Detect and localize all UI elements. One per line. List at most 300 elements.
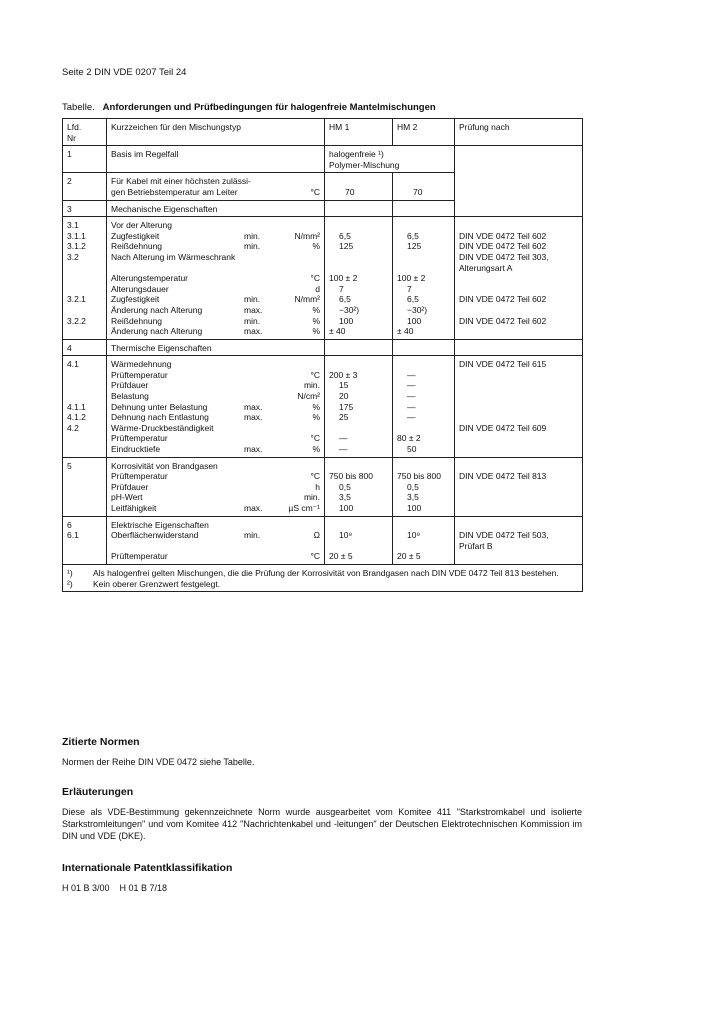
row-desc-line xyxy=(111,263,320,274)
row-hm1 xyxy=(325,516,393,564)
row-unit: % xyxy=(312,444,320,455)
row-limit: min. xyxy=(244,230,261,241)
row-hm2-value xyxy=(397,263,450,274)
row-hm2-value: 100 xyxy=(407,503,422,513)
row-hm1-value: ± 40 xyxy=(329,326,346,337)
row-test-line xyxy=(459,520,578,531)
row-desc-text: Belastung xyxy=(111,391,149,402)
row-hm1 xyxy=(325,457,393,516)
row-test-line xyxy=(459,391,578,402)
row-desc-line xyxy=(111,220,320,231)
row-unit: % xyxy=(312,241,320,252)
row-hm2-value: 100 ± 2 xyxy=(397,273,426,284)
row-hm2-value: 7 xyxy=(407,283,412,294)
row-desc: Mechanische Eigenschaften xyxy=(107,200,325,217)
row-hm1-value: 3,5 xyxy=(339,492,351,503)
row-limit: max. xyxy=(244,304,263,315)
row-limit xyxy=(244,263,278,274)
row-hm1-value: 6,5 xyxy=(339,230,351,241)
row-test-line xyxy=(459,482,578,493)
row-hm1 xyxy=(325,217,393,340)
row-hm2-value: −30²) xyxy=(407,304,428,315)
footnote-2 xyxy=(67,579,578,590)
row-nr-line: 3.2.1 xyxy=(67,294,86,305)
row-test-line xyxy=(459,273,578,284)
row-desc-line xyxy=(111,284,320,295)
row-test-line xyxy=(459,444,578,455)
table-row xyxy=(63,217,583,340)
footnote-row xyxy=(63,564,583,591)
section-title-patent-classification: Internationale Patentklassifikation xyxy=(62,862,233,874)
row-unit: % xyxy=(312,412,320,423)
footnote-text: Kein oberer Grenzwert festgelegt. xyxy=(93,578,221,589)
row-hm2-value: — xyxy=(407,401,416,412)
row-unit: d xyxy=(315,283,320,294)
row-desc-text xyxy=(111,541,244,552)
row-hm2-value xyxy=(397,423,450,434)
row-nr-line: 3.1.2 xyxy=(67,241,86,252)
row-hm2-value: — xyxy=(407,391,416,402)
row-unit xyxy=(278,520,320,531)
row-hm1-value: 20 xyxy=(339,391,349,402)
row-hm1-value: 7 xyxy=(339,283,344,294)
row-desc-line xyxy=(111,551,320,562)
row-nr-line xyxy=(67,284,102,295)
row-limit: max. xyxy=(244,503,263,513)
row-hm1-value xyxy=(329,520,388,531)
footnotes xyxy=(63,564,583,591)
row-hm2-value: 50 xyxy=(407,444,417,455)
row-unit: % xyxy=(312,315,320,326)
row-hm2-value: 0,5 xyxy=(407,481,419,492)
row-unit xyxy=(278,359,320,370)
row-hm2-value: 100 xyxy=(407,315,422,326)
row-hm2-value: 20 ± 5 xyxy=(397,551,421,562)
row-desc-text: Elektrische Eigenschaften xyxy=(111,519,209,530)
row-desc-line xyxy=(111,316,320,327)
row-desc: Thermische Eigenschaften xyxy=(107,339,325,356)
row-hm2-value: 6,5 xyxy=(407,294,419,305)
row-hm1-value: 70 xyxy=(345,186,355,197)
footnote-mark: ²) xyxy=(67,578,73,589)
row-test-line xyxy=(459,461,578,472)
row-desc-text: Eindrucktiefe xyxy=(111,444,161,455)
row-desc-text: Vor der Alterung xyxy=(111,220,172,231)
row-unit: °C xyxy=(310,551,320,562)
row-desc-text: Oberflächenwiderstand xyxy=(111,530,199,541)
row-hm2 xyxy=(393,457,455,516)
row-hm1-value: 15 xyxy=(339,380,349,391)
row-test-line: DIN VDE 0472 Teil 602 xyxy=(459,241,547,252)
row-hm1 xyxy=(325,200,393,217)
row-hm2-value: 3,5 xyxy=(407,492,419,503)
row-desc-line xyxy=(111,391,320,402)
row-limit xyxy=(244,273,278,284)
row-hm2 xyxy=(393,356,455,457)
row-hm1-value: 100 xyxy=(339,503,354,513)
col-header-test: Prüfung nach xyxy=(455,119,583,146)
row-test xyxy=(455,339,583,356)
row-desc-line xyxy=(111,370,320,381)
row-test xyxy=(455,356,583,457)
row-unit: N/mm² xyxy=(294,230,320,241)
row-nr: 4 xyxy=(63,339,107,356)
row-unit: N/cm² xyxy=(297,391,320,402)
row-nr-line xyxy=(67,551,102,562)
section-text-explanations: Diese als VDE-Bestimmung gekennzeichnete Norm wurde ausgearbeitet vom Komitee 411 "Starkstromkabel und isolierte Starkstromleitungen" und vom Komitee 412 "Nachrichtenkabel und -leitungen" der Deutschen Elektrotechnischen Kommission im DIN und VDE (DKE). xyxy=(62,807,582,841)
row-test xyxy=(455,217,583,340)
row-unit: °C xyxy=(310,369,320,380)
row-desc-line: Für Kabel mit einer höchsten zulässi- xyxy=(111,176,251,187)
row-test-line xyxy=(459,370,578,381)
row-desc-text: Prüftemperatur xyxy=(111,433,168,444)
row-desc-line xyxy=(111,380,320,391)
row-desc-text: Prüftemperatur xyxy=(111,369,168,380)
row-hm1-value: 100 xyxy=(339,315,354,326)
row-limit xyxy=(244,461,278,472)
row-test-line: DIN VDE 0472 Teil 303, xyxy=(459,251,549,262)
row-test-empty xyxy=(455,146,583,217)
row-desc-text: Zugfestigkeit xyxy=(111,230,160,241)
row-test-line xyxy=(459,305,578,316)
row-test-line xyxy=(459,380,578,391)
row-hm2-value xyxy=(397,359,450,370)
row-limit: min. xyxy=(244,241,261,252)
table-row xyxy=(63,146,583,173)
row-test-line: DIN VDE 0472 Teil 615 xyxy=(459,359,547,370)
footnote-1 xyxy=(67,568,578,579)
row-desc-text: Änderung nach Alterung xyxy=(111,304,203,315)
row-desc-line xyxy=(111,252,320,263)
row-unit xyxy=(278,220,320,231)
col-header-hm1: HM 1 xyxy=(325,119,393,146)
row-limit xyxy=(244,380,278,391)
row-desc-line xyxy=(111,231,320,242)
row-test-line: DIN VDE 0472 Teil 609 xyxy=(459,422,547,433)
row-hm2-value: 70 xyxy=(413,186,423,197)
row-desc-line xyxy=(111,241,320,252)
row-desc-line xyxy=(111,326,320,337)
row-desc-line xyxy=(111,492,320,503)
row-nr-line xyxy=(67,482,102,493)
row-hm1 xyxy=(325,339,393,356)
col-header-nr: Lfd. Nr xyxy=(63,119,107,146)
row-hm1 xyxy=(325,173,393,200)
row-nr-line xyxy=(67,370,102,381)
row-limit xyxy=(244,520,278,531)
row-nr-line xyxy=(67,263,102,274)
row-hm1-value: −30²) xyxy=(339,304,360,315)
row-desc-text: Prüftemperatur xyxy=(111,471,168,482)
row-limit: min. xyxy=(244,315,261,326)
row-hm1-value: 125 xyxy=(339,241,354,252)
row-nr-line xyxy=(67,326,102,337)
row-test-line: DIN VDE 0472 Teil 813 xyxy=(459,471,547,482)
table-header-row xyxy=(63,119,583,146)
row-nr-line xyxy=(67,503,102,514)
row-desc-line xyxy=(111,187,320,198)
row-desc-text: Dehnung nach Entlastung xyxy=(111,412,209,423)
row-unit: µS cm⁻¹ xyxy=(288,503,320,513)
row-test-line xyxy=(459,284,578,295)
row-desc-text: Prüfdauer xyxy=(111,481,149,492)
row-desc-text: Wärme-Druckbeständigkeit xyxy=(111,422,214,433)
row-desc-line xyxy=(111,423,320,434)
section-title-explanations: Erläuterungen xyxy=(62,786,134,798)
row-desc-line xyxy=(111,541,320,552)
row-desc-line xyxy=(111,444,320,455)
row-test-line: DIN VDE 0472 Teil 602 xyxy=(459,294,547,305)
row-nr-line: 3.2 xyxy=(67,251,79,262)
row-nr xyxy=(63,516,107,564)
row-nr-line xyxy=(67,380,102,391)
row-nr: 2 xyxy=(63,173,107,200)
row-desc-line xyxy=(111,461,320,472)
row-hm1-value xyxy=(329,252,388,263)
table-caption xyxy=(62,102,436,113)
requirements-table xyxy=(62,118,583,592)
row-nr xyxy=(63,217,107,340)
row-desc-text: Prüfdauer xyxy=(111,380,149,391)
row-desc-line xyxy=(111,305,320,316)
row-test-line xyxy=(459,492,578,503)
row-nr-line xyxy=(67,541,102,552)
row-desc: Basis im Regelfall xyxy=(107,146,325,173)
row-hm2 xyxy=(393,173,455,200)
row-hm2-value xyxy=(397,220,450,231)
row-limit xyxy=(244,252,278,263)
row-limit xyxy=(244,492,278,503)
table-row xyxy=(63,356,583,457)
row-desc-text: Korrosivität von Brandgasen xyxy=(111,460,218,471)
row-desc-text: Reißdehnung xyxy=(111,241,163,252)
row-hm1-value: — xyxy=(339,433,348,444)
row-test-line: DIN VDE 0472 Teil 602 xyxy=(459,315,547,326)
row-desc-text: Prüftemperatur xyxy=(111,551,168,562)
row-limit xyxy=(244,284,278,295)
row-limit: max. xyxy=(244,444,263,455)
row-desc-text: Alterungstemperatur xyxy=(111,273,189,284)
row-hm1-value: 20 ± 5 xyxy=(329,551,353,562)
row-hm1-value xyxy=(329,263,388,274)
row-test-line xyxy=(459,433,578,444)
row-hm1-value: 10⁹ xyxy=(339,530,353,541)
row-nr-line xyxy=(67,305,102,316)
row-hm1-value: 0,5 xyxy=(339,481,351,492)
row-nr-line: 4.1.2 xyxy=(67,412,86,423)
row-hm2-value xyxy=(397,541,450,552)
col-header-hm2: HM 2 xyxy=(393,119,455,146)
row-unit xyxy=(278,541,320,552)
row-limit xyxy=(244,541,278,552)
row-desc-line xyxy=(111,520,320,531)
row-nr-line xyxy=(67,444,102,455)
row-test-line xyxy=(459,412,578,423)
row-unit: N/mm² xyxy=(294,294,320,305)
row-limit xyxy=(244,551,278,562)
row-nr xyxy=(63,457,107,516)
row-unit: Ω xyxy=(313,530,320,541)
row-hm2-value: — xyxy=(407,369,416,380)
row-desc-line xyxy=(111,294,320,305)
row-unit: °C xyxy=(310,186,320,197)
row-nr-line: 3.1.1 xyxy=(67,230,86,241)
row-hm1-value: 750 bis 800 xyxy=(329,471,373,482)
row-nr-line: 6.1 xyxy=(67,530,79,541)
row-unit xyxy=(278,252,320,263)
row-limit xyxy=(244,471,278,482)
row-nr-line: 4.1 xyxy=(67,359,79,370)
row-unit: % xyxy=(312,304,320,315)
row-test-line xyxy=(459,402,578,413)
row-hm2 xyxy=(393,217,455,340)
row-hm2-value: 125 xyxy=(407,241,422,252)
row-limit xyxy=(244,391,278,402)
row-hm2-value: 80 ± 2 xyxy=(397,433,421,444)
row-unit: % xyxy=(312,401,320,412)
row-nr: 3 xyxy=(63,200,107,217)
row-hm2-value: 750 bis 800 xyxy=(397,471,441,482)
row-hm2-value: — xyxy=(407,380,416,391)
row-desc-line xyxy=(111,412,320,423)
row-test-line: DIN VDE 0472 Teil 503, xyxy=(459,530,549,541)
row-test-line: Prüfart B xyxy=(459,540,493,551)
row-hm2-value xyxy=(397,520,450,531)
row-hm2-value: ± 40 xyxy=(397,326,414,337)
row-hm1-value: 100 ± 2 xyxy=(329,273,358,284)
row-nr-line xyxy=(67,492,102,503)
table-row xyxy=(63,339,583,356)
row-desc-line xyxy=(111,503,320,514)
row-test-line: Alterungsart A xyxy=(459,262,513,273)
row-hm1-value: 25 xyxy=(339,412,349,423)
row-test-line xyxy=(459,503,578,514)
row-desc-text: pH-Wert xyxy=(111,492,143,503)
section-text-patent-classification: H 01 B 3/00 H 01 B 7/18 xyxy=(62,883,168,893)
page-header: Seite 2 DIN VDE 0207 Teil 24 xyxy=(62,67,187,78)
row-hm2-value: — xyxy=(407,412,416,423)
col-header-type: Kurzzeichen für den Mischungstyp xyxy=(107,119,325,146)
row-nr-line: 3.1 xyxy=(67,220,79,231)
row-desc-line xyxy=(111,433,320,444)
row-hm1-value xyxy=(329,423,388,434)
row-unit: °C xyxy=(310,273,320,284)
row-limit: max. xyxy=(244,401,263,412)
row-desc-line xyxy=(111,471,320,482)
row-desc xyxy=(107,457,325,516)
row-hm2-value: 10⁹ xyxy=(407,530,421,541)
footnote-mark: ¹) xyxy=(67,567,73,578)
row-desc-text: Alterungsdauer xyxy=(111,283,169,294)
row-hm1-value: 6,5 xyxy=(339,294,351,305)
row-hm1 xyxy=(325,356,393,457)
row-test-line xyxy=(459,326,578,337)
row-desc-text: gen Betriebstemperatur am Leiter xyxy=(111,186,238,197)
row-hm2 xyxy=(393,200,455,217)
row-limit: min. xyxy=(244,294,261,305)
row-nr-line xyxy=(67,273,102,284)
row-unit xyxy=(278,263,320,274)
row-limit: max. xyxy=(244,412,263,423)
row-unit xyxy=(278,423,320,434)
row-basis-value: halogenfreie ¹) Polymer-Mischung xyxy=(325,146,455,173)
row-hm1-value xyxy=(329,461,388,472)
section-text-cited-standards: Normen der Reihe DIN VDE 0472 siehe Tabelle. xyxy=(62,757,255,767)
row-nr-line xyxy=(67,433,102,444)
table-row xyxy=(63,516,583,564)
row-nr-line xyxy=(67,391,102,402)
row-test xyxy=(455,516,583,564)
row-unit: % xyxy=(312,326,320,337)
row-hm2 xyxy=(393,339,455,356)
row-hm1-value: 200 ± 3 xyxy=(329,369,358,380)
row-desc-text: Reißdehnung xyxy=(111,315,163,326)
row-hm2 xyxy=(393,516,455,564)
row-limit: max. xyxy=(244,326,263,337)
row-desc-text xyxy=(111,263,244,274)
row-limit xyxy=(244,359,278,370)
row-unit: min. xyxy=(303,380,320,391)
row-limit xyxy=(244,220,278,231)
row-desc-line xyxy=(111,359,320,370)
row-desc-line xyxy=(111,273,320,284)
row-hm1-value: — xyxy=(339,444,348,455)
row-desc-text: Nach Alterung im Wärmeschrank xyxy=(111,251,236,262)
row-test xyxy=(455,457,583,516)
row-desc-line xyxy=(111,402,320,413)
row-hm2-value: 6,5 xyxy=(407,230,419,241)
row-unit: °C xyxy=(310,433,320,444)
row-limit xyxy=(244,423,278,434)
table-row xyxy=(63,457,583,516)
row-nr-line: 3.2.2 xyxy=(67,315,86,326)
row-desc xyxy=(107,173,325,200)
row-limit xyxy=(244,370,278,381)
row-test-line: DIN VDE 0472 Teil 602 xyxy=(459,230,547,241)
row-test-line xyxy=(459,551,578,562)
caption-title: Anforderungen und Prüfbedingungen für halogenfreie Mantelmischungen xyxy=(102,102,436,113)
row-desc-text: Änderung nach Alterung xyxy=(111,326,203,337)
row-nr xyxy=(63,356,107,457)
row-unit: °C xyxy=(310,471,320,482)
row-hm1-value xyxy=(329,541,388,552)
row-desc xyxy=(107,217,325,340)
row-hm2-value xyxy=(397,461,450,472)
row-desc-text: Zugfestigkeit xyxy=(111,294,160,305)
row-nr-line: 4.1.1 xyxy=(67,401,86,412)
row-nr-line: 6 xyxy=(67,519,72,530)
row-limit: min. xyxy=(244,530,261,541)
row-unit: min. xyxy=(303,492,320,503)
row-desc xyxy=(107,356,325,457)
row-hm2-value xyxy=(397,252,450,263)
row-desc-line xyxy=(111,530,320,541)
row-hm1-value xyxy=(329,359,388,370)
row-desc-line xyxy=(111,482,320,493)
row-nr: 1 xyxy=(63,146,107,173)
section-title-cited-standards: Zitierte Normen xyxy=(62,736,140,748)
row-desc-text: Wärmedehnung xyxy=(111,359,172,370)
row-hm1-value: 175 xyxy=(339,401,354,412)
row-desc-text: Leitfähigkeit xyxy=(111,503,157,513)
row-nr-line: 5 xyxy=(67,460,72,471)
footnote-text: Als halogenfrei gelten Mischungen, die die Prüfung der Korrosivität von Brandgasen nach DIN VDE 0472 Teil 813 bestehen. xyxy=(93,567,559,578)
row-unit: h xyxy=(315,481,320,492)
row-hm1-value xyxy=(329,220,388,231)
row-desc xyxy=(107,516,325,564)
row-unit xyxy=(278,461,320,472)
row-desc-text: Dehnung unter Belastung xyxy=(111,401,208,412)
